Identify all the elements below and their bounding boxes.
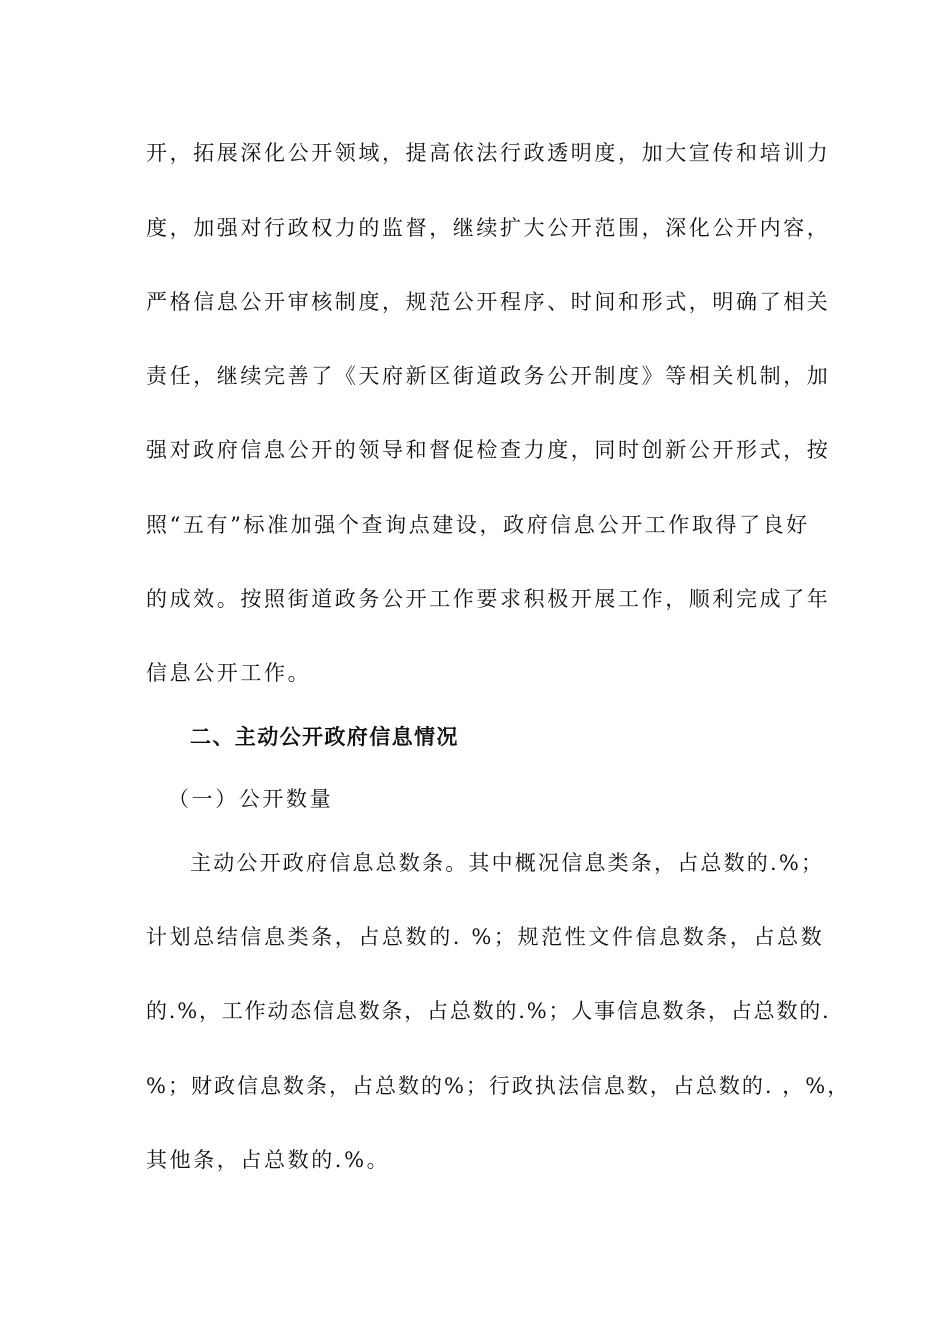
body-text-line: 信息公开工作。 xyxy=(146,661,312,685)
body-text-line: 度，加强对行政权力的监督，继续扩大公开范围，深化公开内容， xyxy=(146,216,831,240)
body-text-line: 的.%，工作动态信息数条，占总数的.%；人事信息数条，占总数的. xyxy=(146,999,831,1023)
body-text-line: 的成效。按照街道政务公开工作要求积极开展工作，顺利完成了年 xyxy=(146,587,831,611)
subsection-heading: （一）公开数量 xyxy=(168,787,334,811)
body-text-line: 严格信息公开审核制度，规范公开程序、时间和形式，明确了相关 xyxy=(146,290,831,314)
body-text-line: 其他条，占总数的.%。 xyxy=(146,1148,391,1172)
body-text-line: 计划总结信息类条，占总数的. %；规范性文件信息数条，占总数 xyxy=(146,925,825,949)
body-text-line: 主动公开政府信息总数条。其中概况信息类条，占总数的.%； xyxy=(190,851,825,875)
body-text-line: 开，拓展深化公开领域，提高依法行政透明度，加大宣传和培训力 xyxy=(146,141,831,165)
body-text-line: %；财政信息数条，占总数的%；行政执法信息数，占总数的. ，%， xyxy=(146,1074,851,1098)
section-heading: 二、主动公开政府信息情况 xyxy=(190,725,459,749)
body-text-line: 责任，继续完善了《天府新区街道政务公开制度》等相关机制，加 xyxy=(146,364,831,388)
body-text-line: 照“五有”标准加强个查询点建设，政府信息公开工作取得了良好 xyxy=(146,513,810,537)
body-text-line: 强对政府信息公开的领导和督促检查力度，同时创新公开形式，按 xyxy=(146,438,831,462)
